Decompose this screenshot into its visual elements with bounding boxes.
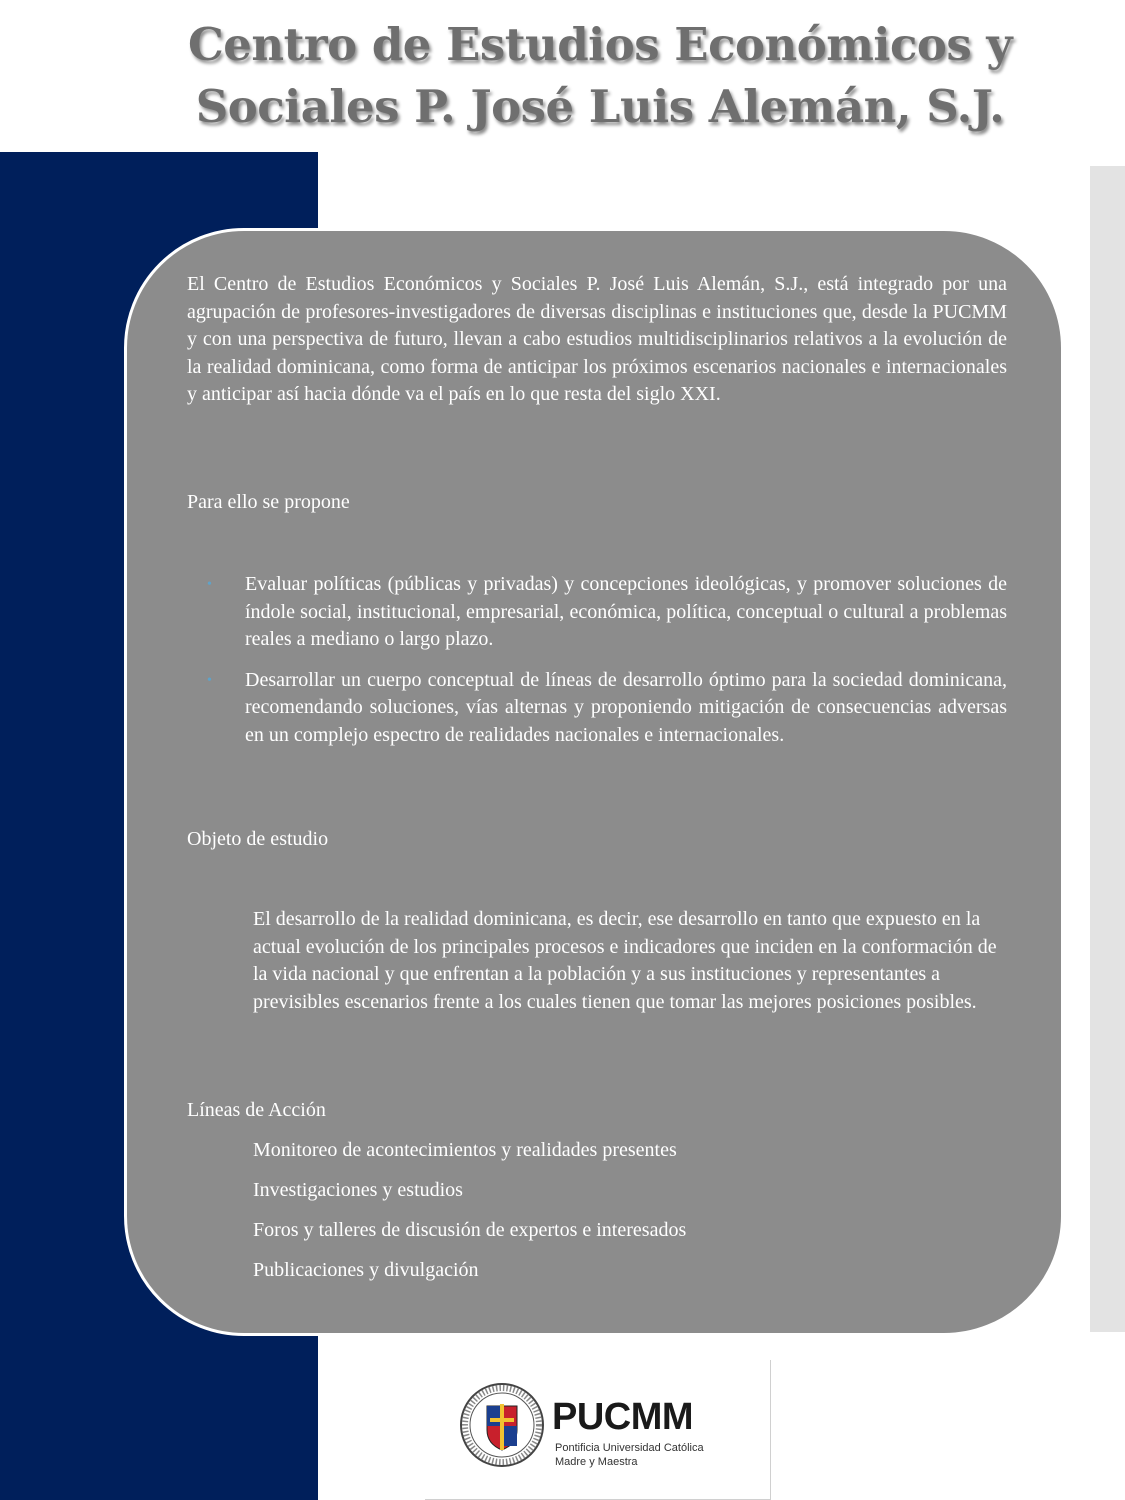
list-item [207,571,1007,654]
page-title [150,14,1050,138]
page-title-line-1: Centro de Estudios Económicos y [187,18,1013,71]
list-item-text: Desarrollar un cuerpo conceptual de líneas de desarrollo óptimo para la sociedad dominicana, recomendando soluciones, vías alternas y proponiendo mitigación de consecuencias adversas en un complejo espectro de realidades nacionales e internacionales. [245,668,1007,746]
intro-paragraph: El Centro de Estudios Económicos y Sociales P. José Luis Alemán, S.J., está integrado por una agrupación de profesores-investigadores de diversas disciplinas e instituciones que, desde la PUCMM y con una perspectiva de futuro, llevan a cabo estudios multidisciplinarios relativos a la evolución de la realidad dominicana, como forma de anticipar los próximos escenarios nacionales e internacionales y anticipar así hacia dónde va el país en lo que resta del siglo XXI. [187,273,1007,405]
content-panel [124,228,1064,1336]
bullet-icon: • [207,577,212,592]
lineas-list [253,1137,686,1297]
objeto-heading: Objeto de estudio [187,828,329,850]
university-seal-icon [459,1382,545,1468]
bullet-icon: • [207,672,212,688]
list-item: Foros y talleres de discusión de expertos e interesados [253,1219,687,1241]
gray-side-stripe [1090,166,1125,1332]
logo-subtitle-2: Madre y Maestra [555,1456,638,1468]
logo-subtitle-1: Pontificia Universidad Católica [555,1442,704,1454]
page-title-line-2: Sociales P. José Luis Alemán, S.J. [195,80,1005,133]
list-item: Investigaciones y estudios [253,1179,463,1201]
propone-list [207,571,1007,762]
list-item: Publicaciones y divulgación [253,1259,479,1281]
lineas-heading: Líneas de Acción [187,1099,326,1121]
propone-heading: Para ello se propone [187,491,350,513]
list-item-text: Evaluar políticas (públicas y privadas) y concepciones ideológicas, y promover soluciones de índole social, institucional, empresarial, económica, política, conceptual o cultural a problemas reales a mediano o largo plazo. [245,573,1007,650]
pucmm-logo [425,1360,771,1500]
list-item: Monitoreo de acontecimientos y realidades presentes [253,1139,677,1161]
list-item [207,667,1007,750]
objeto-paragraph: El desarrollo de la realidad dominicana, es decir, ese desarrollo en tanto que expuesto en la actual evolución de los principales procesos e indicadores que inciden en la conformación de la vida nacional y que enfrentan a la población y a sus instituciones y representantes a previsibles escenarios frente a los cuales tienen que tomar las mejores posiciones posibles. [253,908,997,1013]
logo-wordmark: PUCMM [552,1396,694,1438]
